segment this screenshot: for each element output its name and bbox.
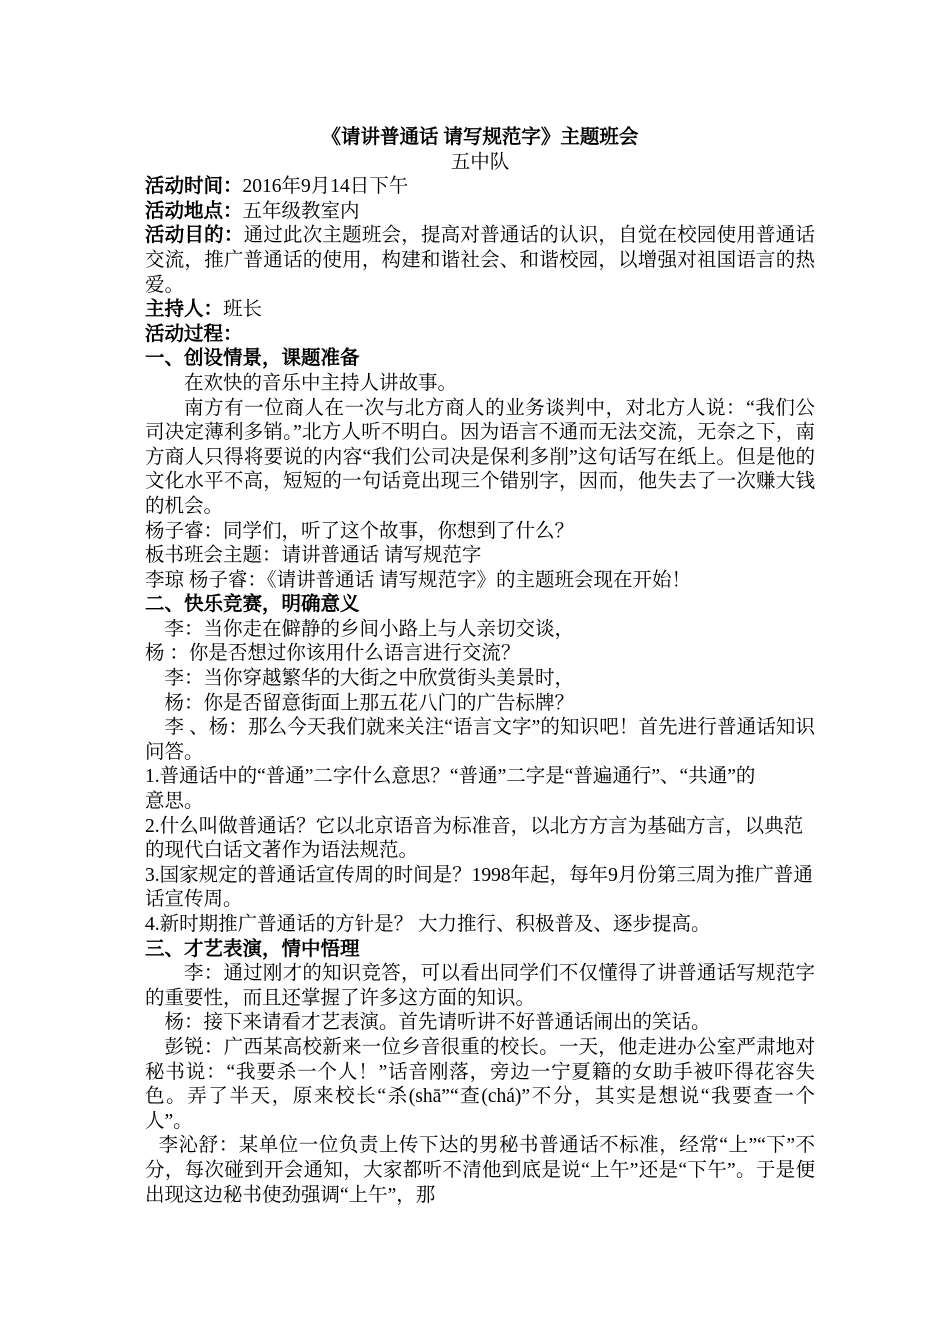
section3-paragraph: 杨：接下来请看才艺表演。首先请听讲不好普通话闹出的笑话。	[164, 1012, 711, 1034]
quiz-item: 2.什么叫做普通话？它以北京语音为标准音，以北方方言为基础方言，以典范的现代白话文著作为语法规范。	[145, 815, 804, 862]
section1-paragraph: 李琼 杨子睿：《请讲普通话 请写规范字》的主题班会现在开始！	[145, 569, 692, 591]
section1-heading: 一、创设情景，课题准备	[145, 348, 360, 370]
quiz-item: 3.国家规定的普通话宣传周的时间是？1998年起，每年9月份第三周为推广普通话宣传周。	[145, 864, 813, 911]
document-page	[145, 126, 815, 1208]
document-title: 《请讲普通话 请写规范字》主题班会	[321, 127, 639, 148]
section1-paragraph: 杨子睿：同学们，听了这个故事，你想到了什么？	[145, 520, 575, 542]
section3-heading: 三、才艺表演，情中悟理	[145, 938, 360, 960]
section2-paragraph: 杨 ：你是否想过你该用什么语言进行交流？	[145, 643, 521, 665]
quiz-item: 1.普通话中的“普通”二字什么意思？“普通”二字是“普遍通行”、“共通”的意思。	[145, 766, 756, 813]
document-subtitle: 五中队	[450, 151, 510, 173]
section1-paragraph: 在欢快的音乐中主持人讲故事。	[184, 372, 458, 394]
host-label: 主持人：	[145, 299, 224, 321]
time-value: 2016年9月14日下午	[242, 176, 409, 198]
activity-time	[145, 175, 815, 200]
section1-story: 南方有一位商人在一次与北方商人的业务谈判中，对北方人说：“我们公司决定薄利多销。”北方人听不明白。因为语言不通而无法交流，无奈之下，南方商人只得将要说的内容“我们公司决是保利多削”这句话写在纸上。但是他的文化水平不高，短短的一句话竟出现三个错别字，因而，他失去了一次赚大钱的机会。	[145, 397, 815, 517]
purpose-value: 通过此次主题班会，提高对普通话的认识，自觉在校园使用普通话交流，推广普通话的使用，构建和谐社会、和谐校园，以增强对祖国语言的热爱。	[145, 225, 815, 296]
quiz-item: 4.新时期推广普通话的方针是？ 大力推行、积极普及、逐步提高。	[145, 914, 711, 935]
activity-purpose	[145, 224, 815, 298]
host-value: 班长	[223, 299, 263, 321]
process-label: 活动过程：	[145, 323, 243, 345]
place-label: 活动地点：	[145, 200, 243, 222]
section3-paragraph: 李：通过刚才的知识竞答，可以看出同学们不仅懂得了讲普通话写规范字的重要性，而且还掌握了许多这方面的知识。	[145, 963, 815, 1009]
time-label: 活动时间：	[145, 176, 243, 198]
purpose-label: 活动目的：	[145, 225, 244, 247]
activity-place	[145, 200, 815, 225]
activity-host	[145, 298, 815, 323]
section2-paragraph: 李：当你穿越繁华的大街之中欣赏街头美景时，	[164, 668, 575, 690]
section2-heading: 二、快乐竞赛，明确意义	[145, 594, 360, 616]
section2-paragraph: 李：当你走在僻静的乡间小路上与人亲切交谈，	[164, 618, 575, 640]
section3-paragraph: 李沁舒：某单位一位负责上传下达的男秘书普通话不标准，经常“上”“下”不分，每次碰到开会通知，大家都听不清他到底是说“上午”还是“下午”。于是便出现这边秘书使劲强调“上午”，那	[145, 1135, 815, 1206]
place-value: 五年级教室内	[242, 200, 360, 222]
section1-paragraph: 板书班会主题：请讲普通话 请写规范字	[145, 545, 482, 567]
section2-paragraph: 李 、杨：那么今天我们就来关注“语言文字”的知识吧！首先进行普通话知识问答。	[145, 717, 815, 763]
section2-paragraph: 杨：你是否留意街面上那五花八门的广告标牌？	[164, 692, 575, 714]
section3-paragraph: 彭锐：广西某高校新来一位乡音很重的校长。一天，他走进办公室严肃地对秘书说：“我要杀一个人！”话音刚落，旁边一宁夏籍的女助手被吓得花容失色。弄了半天，原来校长“杀(shā”“查(chá)”不分，其实是想说“我要查一个人”。	[145, 1036, 815, 1132]
